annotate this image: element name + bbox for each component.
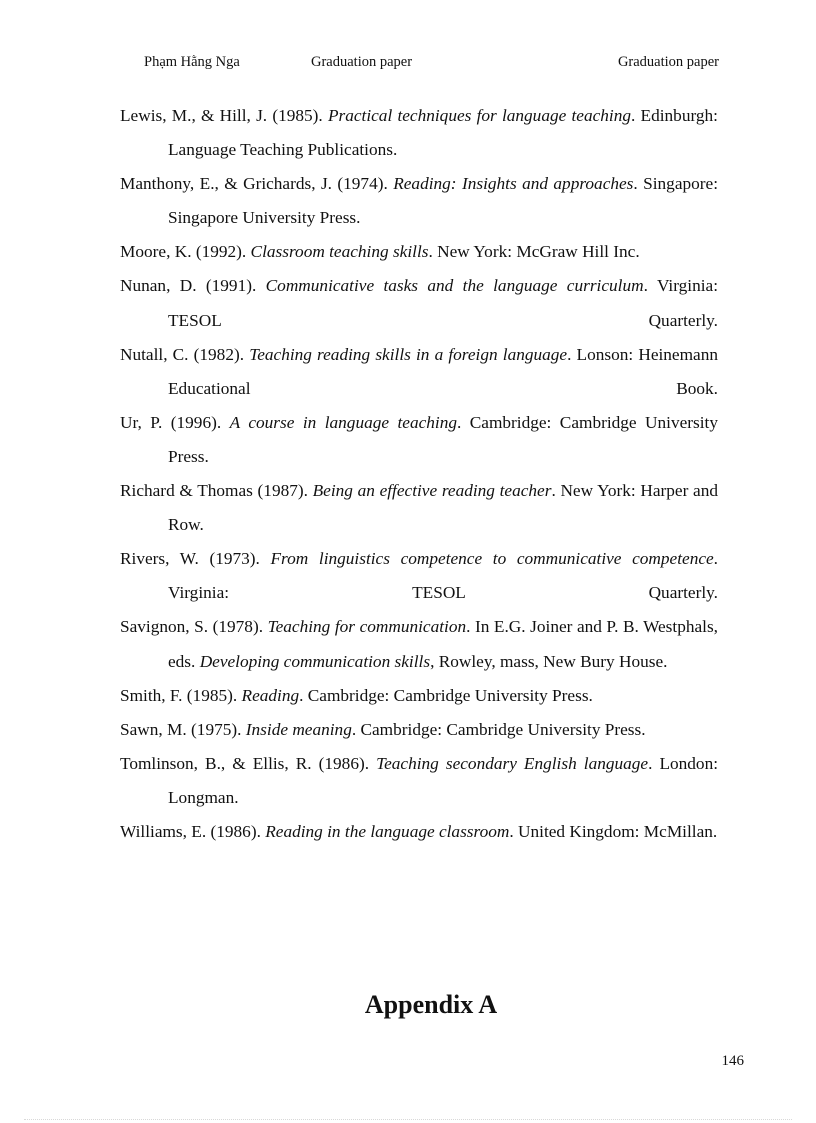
reference-item: Nunan, D. (1991). Communicative tasks and the language curriculum. Virginia: TESOL Quarterly. <box>120 276 718 330</box>
reference-item: Manthony, E., & Grichards, J. (1974). Reading: Insights and approaches. Singapore: Singapore University Press. <box>120 174 719 228</box>
reference-item: Rivers, W. (1973). From linguistics competence to communicative competence. Virginia: TESOL Quarterly. <box>120 549 718 603</box>
appendix-heading: Appendix A <box>364 990 498 1019</box>
page-footer-divider <box>24 1119 792 1120</box>
reference-item: Savignon, S. (1978). Teaching for communication. In E.G. Joiner and P. B. Westphals, eds. Developing communication skills, Rowley, mass, New Bury House. <box>120 617 719 671</box>
header-right-title: Graduation paper <box>617 54 719 70</box>
page-header <box>0 54 816 74</box>
page-number: 146 <box>721 1053 744 1069</box>
reference-item: Richard & Thomas (1987). Being an effective reading teacher. New York: Harper and Row. <box>120 481 718 535</box>
reference-item: Williams, E. (1986). Reading in the language classroom. United Kingdom: McMillan. <box>120 821 718 841</box>
reference-item: Smith, F. (1985). Reading. Cambridge: Cambridge University Press. <box>120 685 593 705</box>
reference-item: Lewis, M., & Hill, J. (1985). Practical techniques for language teaching. Edinburgh: Language Teaching Publications. <box>120 106 718 160</box>
reference-item: Ur, P. (1996). A course in language teaching. Cambridge: Cambridge University Press. <box>120 412 718 466</box>
reference-item: Sawn, M. (1975). Inside meaning. Cambridge: Cambridge University Press. <box>120 719 646 739</box>
reference-item: Nutall, C. (1982). Teaching reading skills in a foreign language. Lonson: Heinemann Educational Book. <box>120 344 719 398</box>
header-author: Phạm Hằng Nga <box>144 54 240 70</box>
header-center-title: Graduation paper <box>311 54 413 70</box>
reference-item: Tomlinson, B., & Ellis, R. (1986). Teaching secondary English language. London: Longman. <box>120 753 719 807</box>
references-list <box>120 99 718 849</box>
reference-item: Moore, K. (1992). Classroom teaching skills. New York: McGraw Hill Inc. <box>120 242 640 262</box>
